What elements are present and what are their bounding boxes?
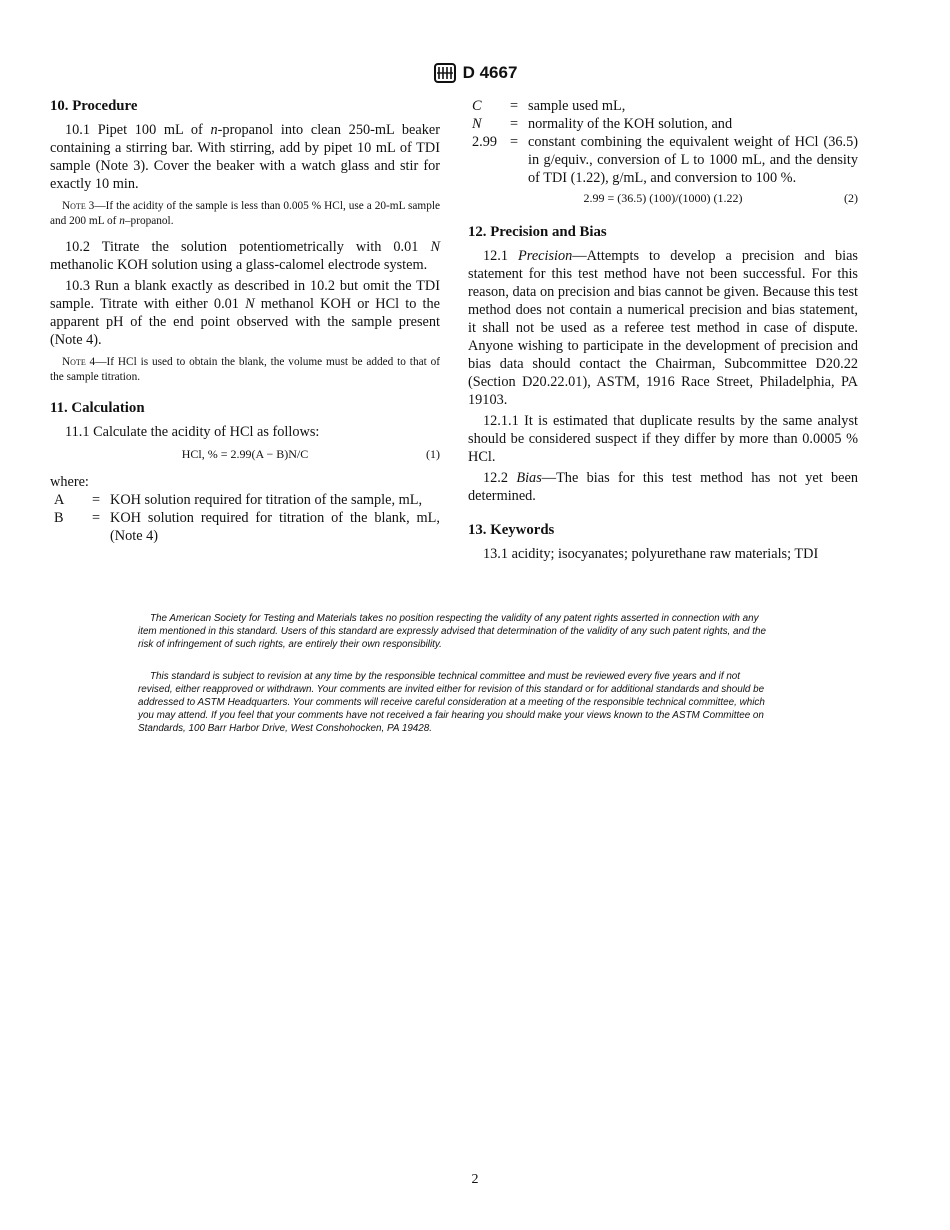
astm-logo-icon <box>433 61 457 85</box>
section-heading-precision: 12. Precision and Bias <box>468 224 607 240</box>
paragraph-10-3: 10.3 Run a blank exactly as described in 10.2 but omit the TDI sample. Titrate with either 0.01 N methanol KOH or HCl to the apparent pH of the end point observed with the sample present (Note 4). <box>50 278 441 348</box>
note-3: Note 3—If the acidity of the sample is less than 0.005 % HCl, use a 20-mL sample and 200 mL of n–propanol. <box>50 200 440 227</box>
paragraph-12-2: 12.2 Bias—The bias for this test method has not yet been determined. <box>468 470 858 504</box>
equation-2 <box>468 189 858 207</box>
patent-notice: The American Society for Testing and Materials takes no position respecting the validity of any patent rights asserted in connection with any item mentioned in this standard. Users of this standard are expressly advised that determination of the validity of any such patent rights, and the risk of infringement of such rights, are entirely their own responsibility. <box>138 613 766 650</box>
document-id: D 4667 <box>462 63 518 82</box>
where-label: where: <box>50 474 89 490</box>
section-heading-procedure: 10. Procedure <box>50 98 138 114</box>
equation-2-number: (2) <box>844 191 858 205</box>
definition-row: N = normality of the KOH solution, and <box>472 116 733 132</box>
page-number: 2 <box>471 1172 479 1187</box>
paragraph-13-1: 13.1 acidity; isocyanates; polyurethane raw materials; TDI <box>483 546 819 562</box>
definition-row: 2.99 = constant combining the equivalent weight of HCl (36.5) in g/equiv., conversion of L to 1000 mL, and the density of TDI (1.22), g/mL, and conversion to 100 %. <box>472 134 858 186</box>
note-4: Note 4—If HCl is used to obtain the blank, the volume must be added to that of the sample titration. <box>50 356 441 383</box>
definition-row: B = KOH solution required for titration of the blank, mL, (Note 4) <box>54 510 440 544</box>
equation-1-number: (1) <box>426 447 440 461</box>
paragraph-12-1-1: 12.1.1 It is estimated that duplicate results by the same analyst should be considered suspect if they differ by more than 0.0005 % HCl. <box>468 413 858 465</box>
revision-notice: This standard is subject to revision at any time by the responsible technical committee and must be reviewed every five years and if not revised, either reapproved or withdrawn. Your comments are invited either for revision of this standard or for additional standards and should be addressed to ASTM Headquarters. Your comments will receive careful consideration at a meeting of the responsible technical committee, which you may attend. If you feel that your comments have not received a fair hearing you should make your views known to the ASTM Committee on Standards, 100 Barr Harbor Drive, West Conshohocken, PA 19428. <box>138 671 765 734</box>
left-column <box>50 97 440 545</box>
definition-row: A = KOH solution required for titration of the sample, mL, <box>54 492 423 508</box>
paragraph-10-2: 10.2 Titrate the solution potentiometrically with 0.01 N methanolic KOH solution using a glass-calomel electrode system. <box>50 239 440 273</box>
paragraph-12-1: 12.1 Precision—Attempts to develop a precision and bias statement for this test method have not been successful. For this reason, data on precision and bias cannot be given. Because this test method does not contain a numerical precision and bias statement, it shall not be used as a referee test method in case of dispute. Anyone wishing to participate in the development of precision and bias data should contact the Chairman, Subcommittee D20.22 (Section D20.22.01), ASTM, 1916 Race Street, Philadelphia, PA 19103. <box>468 248 858 408</box>
equation-1-formula: HCl, % = 2.99(A − B)N/C <box>181 447 309 461</box>
equation-2-formula: 2.99 = (36.5) (100)/(1000) (1.22) <box>583 191 743 205</box>
section-heading-keywords: 13. Keywords <box>468 522 555 538</box>
definition-row: C = sample used mL, <box>472 98 626 114</box>
right-column <box>468 97 858 566</box>
paragraph-10-1: 10.1 Pipet 100 mL of n-propanol into clean 250-mL beaker containing a stirring bar. With stirring, add by pipet 10 mL of TDI sample (Note 3). Cover the beaker with a watch glass and stir for exactly 10 min. <box>50 122 440 192</box>
section-heading-calculation: 11. Calculation <box>50 400 145 416</box>
equation-1 <box>50 445 440 463</box>
page-header <box>0 61 950 85</box>
paragraph-11-1: 11.1 Calculate the acidity of HCl as follows: <box>65 424 320 440</box>
